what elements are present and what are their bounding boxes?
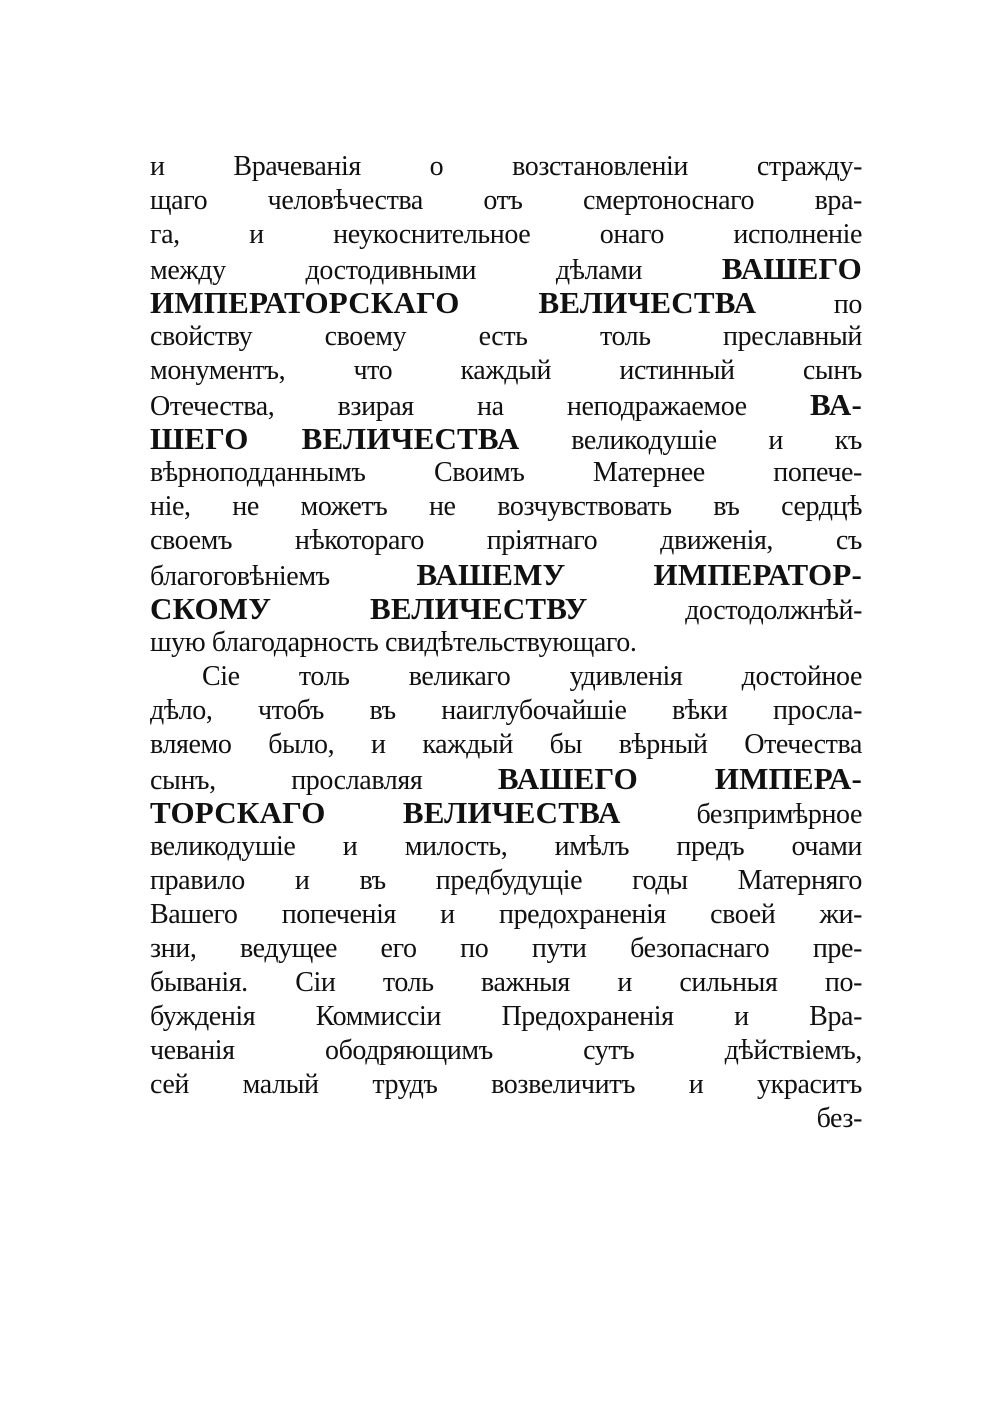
line-text: Сіе толь великаго удивленія достойное [202, 661, 862, 692]
catchword-text: без- [816, 1103, 862, 1134]
line-text: щаго человѣчества отъ смертоноснаго вра- [150, 185, 862, 216]
line-text: между достодивными дѣлами [150, 255, 722, 286]
paragraph-start-line [150, 660, 862, 694]
line-text: вляемо было, и каждый бы вѣрный Отечества [150, 729, 862, 760]
emphasis-text: ВАШЕГО ИМПЕРА- [497, 761, 863, 796]
text-line [150, 898, 862, 932]
text-line [150, 1068, 862, 1102]
emphasis-text: ВАШЕМУ ИМПЕРАТОР- [416, 557, 862, 592]
line-text: свойству своему есть толь преславный [150, 321, 862, 352]
text-line [150, 694, 862, 728]
emphasis-text: ВАШЕГО [721, 251, 862, 286]
line-text: быванія. Сіи толь важныя и сильныя по- [150, 967, 862, 998]
line-text: га, и неукоснительное онаго исполненіе [150, 219, 862, 250]
text-line [150, 626, 862, 660]
text-line [150, 320, 862, 354]
text-line [150, 252, 862, 286]
line-text: Отечества, взирая на неподражаемое [150, 391, 810, 422]
line-text: дѣло, чтобъ въ наиглубочайшіе вѣки просла- [150, 695, 862, 726]
line-text: великодушіе и милость, имѣлъ предъ очами [150, 831, 862, 862]
text-line [150, 932, 862, 966]
line-text: благоговѣніемъ [150, 561, 417, 592]
emphasis-text: ВА- [809, 387, 862, 422]
text-line [150, 524, 862, 558]
text-line [150, 762, 862, 796]
text-line [150, 388, 862, 422]
line-text: чеванія ободряющимъ сутъ дѣйствіемъ, [150, 1035, 862, 1066]
text-line [150, 354, 862, 388]
text-line [150, 830, 862, 864]
line-text: ніе, не можетъ не возчувствовать въ сердцѣ [150, 491, 862, 522]
line-text: Вашего попеченія и предохраненія своей жи- [150, 899, 862, 930]
line-text: сей малый трудъ возвеличитъ и украситъ [150, 1069, 862, 1100]
line-text: своемъ нѣкотораго пріятнаго движенія, съ [150, 525, 862, 556]
text-line [150, 728, 862, 762]
text-line [150, 966, 862, 1000]
text-line [150, 456, 862, 490]
emphasis-text: ТОРСКАГО ВЕЛИЧЕСТВА [150, 795, 621, 830]
text-line [150, 558, 862, 592]
line-text: великодушіе и къ [519, 425, 862, 456]
text-line [150, 422, 862, 456]
line-text: и Врачеванія о возстановленіи стражду- [150, 151, 862, 182]
emphasis-text: СКОМУ ВЕЛИЧЕСТВУ [150, 591, 588, 626]
line-text: зни, ведущее его по пути безопаснаго пре- [150, 933, 862, 964]
emphasis-text: ШЕГО ВЕЛИЧЕСТВА [150, 421, 520, 456]
text-line [150, 184, 862, 218]
text-line [150, 1000, 862, 1034]
text-line [150, 1034, 862, 1068]
line-text: шую благодарность свидѣтельствующаго. [150, 627, 637, 658]
text-line [150, 796, 862, 830]
text-line [150, 286, 862, 320]
line-text: сынъ, прославляя [150, 765, 498, 796]
text-line [150, 592, 862, 626]
line-text: бужденія Коммиссіи Предохраненія и Вра- [150, 1001, 862, 1032]
emphasis-text: ИМПЕРАТОРСКАГО ВЕЛИЧЕСТВА [150, 285, 757, 320]
text-line [150, 490, 862, 524]
line-text: монументъ, что каждый истинный сынъ [150, 355, 862, 386]
text-line [150, 218, 862, 252]
line-text: по [756, 289, 862, 320]
catchword [150, 1102, 862, 1136]
line-text: безпримѣрное [620, 799, 863, 830]
line-text: вѣрноподданнымъ Своимъ Матернее попече- [150, 457, 862, 488]
text-line [150, 864, 862, 898]
line-text: достодолжнѣй- [587, 595, 862, 626]
line-text: правило и въ предбудущіе годы Матерняго [150, 865, 862, 896]
text-line [150, 150, 862, 184]
